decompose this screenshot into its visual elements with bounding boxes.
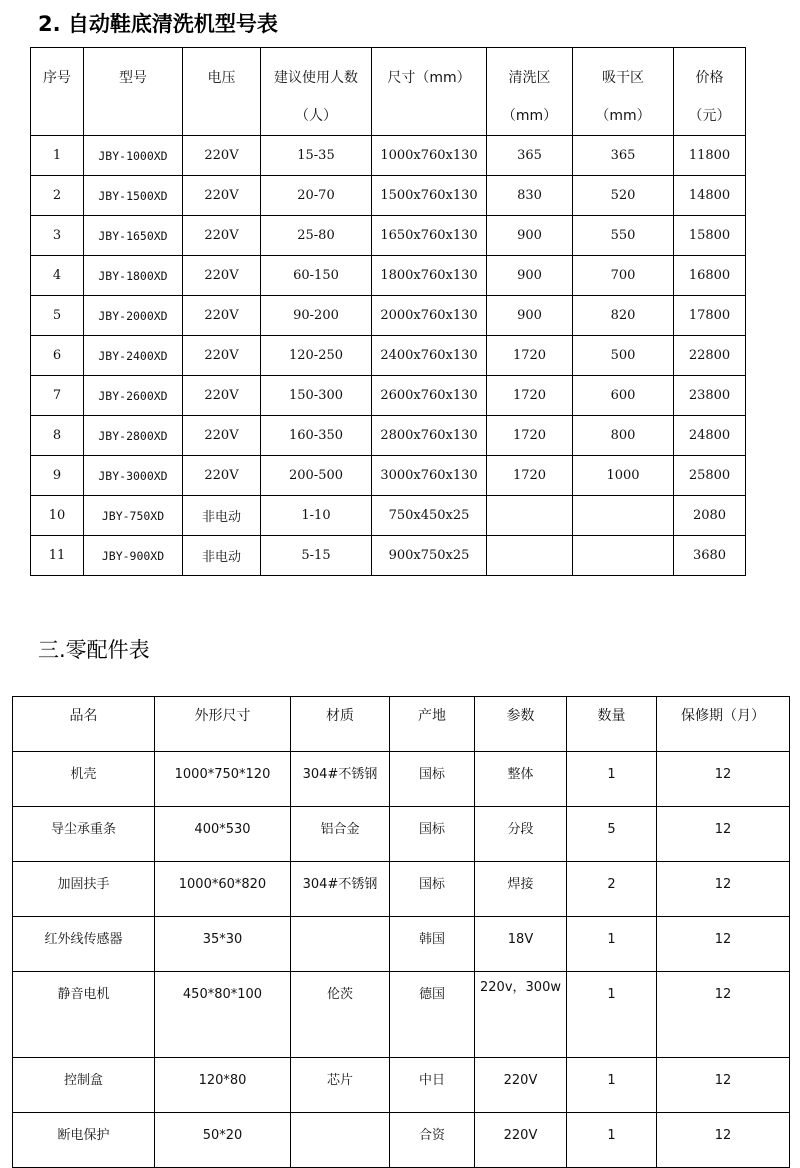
cell-price: 23800 [674, 376, 746, 416]
parts-cell-origin: 德国 [390, 972, 475, 1058]
table-row [31, 296, 746, 336]
cell-model: JBY-1800XD [84, 256, 183, 296]
cell-size: 1800x760x130 [372, 256, 487, 296]
parts-table-title: 三.零配件表 [38, 638, 150, 662]
parts-cell-quantity: 5 [567, 807, 657, 862]
table-row [31, 336, 746, 376]
cell-users: 150-300 [261, 376, 372, 416]
cell-voltage: 220V [183, 176, 261, 216]
cell-voltage: 非电动 [183, 536, 261, 576]
cell-price: 24800 [674, 416, 746, 456]
cell-wash-zone [487, 496, 573, 536]
parts-cell-warranty: 12 [657, 1058, 790, 1113]
cell-users: 20-70 [261, 176, 372, 216]
parts-cell-quantity: 1 [567, 752, 657, 807]
table-row [31, 136, 746, 176]
parts-cell-params: 18V [475, 917, 567, 972]
model-table-header-row [31, 48, 746, 136]
header-price: 价格 （元） [674, 48, 746, 136]
cell-dry-zone: 1000 [573, 456, 674, 496]
cell-users: 1-10 [261, 496, 372, 536]
parts-cell-dimensions: 1000*750*120 [155, 752, 291, 807]
parts-table [12, 696, 790, 1168]
cell-voltage: 220V [183, 256, 261, 296]
parts-table-header-row [13, 697, 790, 752]
parts-cell-warranty: 12 [657, 972, 790, 1058]
cell-size: 2600x760x130 [372, 376, 487, 416]
cell-voltage: 220V [183, 216, 261, 256]
parts-cell-material: 伦茨 [291, 972, 390, 1058]
cell-index: 8 [31, 416, 84, 456]
cell-users: 15-35 [261, 136, 372, 176]
parts-cell-dimensions: 120*80 [155, 1058, 291, 1113]
table-row [31, 216, 746, 256]
parts-cell-origin: 中日 [390, 1058, 475, 1113]
cell-price: 2080 [674, 496, 746, 536]
parts-cell-warranty: 12 [657, 862, 790, 917]
cell-model: JBY-1500XD [84, 176, 183, 216]
header-size: 尺寸（mm） [372, 48, 487, 136]
parts-cell-warranty: 12 [657, 917, 790, 972]
table-row [31, 256, 746, 296]
cell-model: JBY-3000XD [84, 456, 183, 496]
table-row [31, 456, 746, 496]
parts-header-dimensions: 外形尺寸 [155, 697, 291, 752]
header-index: 序号 [31, 48, 84, 136]
header-model: 型号 [84, 48, 183, 136]
cell-wash-zone: 900 [487, 296, 573, 336]
parts-header-origin: 产地 [390, 697, 475, 752]
cell-index: 6 [31, 336, 84, 376]
parts-cell-quantity: 1 [567, 917, 657, 972]
table-row [31, 176, 746, 216]
cell-size: 2400x760x130 [372, 336, 487, 376]
table-row [13, 807, 790, 862]
cell-price: 14800 [674, 176, 746, 216]
table-row [13, 862, 790, 917]
cell-size: 2800x760x130 [372, 416, 487, 456]
parts-cell-name: 红外线传感器 [13, 917, 155, 972]
cell-voltage: 220V [183, 336, 261, 376]
cell-users: 90-200 [261, 296, 372, 336]
parts-cell-material [291, 1113, 390, 1168]
parts-cell-params: 220V [475, 1058, 567, 1113]
header-voltage: 电压 [183, 48, 261, 136]
cell-users: 5-15 [261, 536, 372, 576]
cell-dry-zone: 500 [573, 336, 674, 376]
cell-wash-zone: 900 [487, 216, 573, 256]
parts-cell-material: 铝合金 [291, 807, 390, 862]
parts-cell-name: 静音电机 [13, 972, 155, 1058]
cell-wash-zone: 830 [487, 176, 573, 216]
cell-price: 16800 [674, 256, 746, 296]
cell-size: 900x750x25 [372, 536, 487, 576]
cell-dry-zone: 550 [573, 216, 674, 256]
cell-voltage: 非电动 [183, 496, 261, 536]
cell-dry-zone: 820 [573, 296, 674, 336]
cell-dry-zone: 800 [573, 416, 674, 456]
cell-model: JBY-2800XD [84, 416, 183, 456]
parts-cell-warranty: 12 [657, 807, 790, 862]
cell-index: 5 [31, 296, 84, 336]
cell-dry-zone [573, 496, 674, 536]
parts-header-params: 参数 [475, 697, 567, 752]
cell-model: JBY-2600XD [84, 376, 183, 416]
cell-price: 25800 [674, 456, 746, 496]
table-row [13, 972, 790, 1058]
parts-header-warranty: 保修期（月） [657, 697, 790, 752]
cell-voltage: 220V [183, 296, 261, 336]
cell-dry-zone: 365 [573, 136, 674, 176]
cell-wash-zone: 1720 [487, 416, 573, 456]
table-row [31, 376, 746, 416]
cell-dry-zone: 700 [573, 256, 674, 296]
parts-cell-dimensions: 450*80*100 [155, 972, 291, 1058]
cell-size: 1500x760x130 [372, 176, 487, 216]
parts-header-name: 品名 [13, 697, 155, 752]
parts-cell-dimensions: 1000*60*820 [155, 862, 291, 917]
parts-cell-origin: 合资 [390, 1113, 475, 1168]
cell-model: JBY-1650XD [84, 216, 183, 256]
cell-voltage: 220V [183, 416, 261, 456]
cell-index: 11 [31, 536, 84, 576]
cell-dry-zone: 520 [573, 176, 674, 216]
cell-price: 15800 [674, 216, 746, 256]
parts-cell-params: 焊接 [475, 862, 567, 917]
table-row [31, 496, 746, 536]
parts-cell-params: 分段 [475, 807, 567, 862]
parts-cell-name: 断电保护 [13, 1113, 155, 1168]
parts-cell-dimensions: 35*30 [155, 917, 291, 972]
parts-header-quantity: 数量 [567, 697, 657, 752]
cell-wash-zone: 900 [487, 256, 573, 296]
parts-cell-material [291, 917, 390, 972]
parts-cell-material: 304#不锈钢 [291, 862, 390, 917]
parts-cell-warranty: 12 [657, 1113, 790, 1168]
cell-users: 60-150 [261, 256, 372, 296]
cell-users: 200-500 [261, 456, 372, 496]
parts-cell-name: 机壳 [13, 752, 155, 807]
cell-users: 25-80 [261, 216, 372, 256]
cell-wash-zone [487, 536, 573, 576]
cell-voltage: 220V [183, 136, 261, 176]
header-wash-zone: 清洗区 （mm） [487, 48, 573, 136]
cell-users: 120-250 [261, 336, 372, 376]
parts-cell-material: 304#不锈钢 [291, 752, 390, 807]
table-row [31, 416, 746, 456]
parts-cell-origin: 国标 [390, 807, 475, 862]
cell-size: 750x450x25 [372, 496, 487, 536]
cell-model: JBY-2400XD [84, 336, 183, 376]
cell-voltage: 220V [183, 456, 261, 496]
cell-size: 2000x760x130 [372, 296, 487, 336]
cell-users: 160-350 [261, 416, 372, 456]
parts-cell-origin: 国标 [390, 862, 475, 917]
cell-wash-zone: 1720 [487, 376, 573, 416]
cell-model: JBY-2000XD [84, 296, 183, 336]
cell-wash-zone: 1720 [487, 336, 573, 376]
parts-cell-dimensions: 400*530 [155, 807, 291, 862]
cell-index: 7 [31, 376, 84, 416]
header-users: 建议使用人数 （人） [261, 48, 372, 136]
model-table-title: 2. 自动鞋底清洗机型号表 [38, 12, 278, 36]
header-dry-zone: 吸干区 （mm） [573, 48, 674, 136]
cell-size: 1000x760x130 [372, 136, 487, 176]
cell-model: JBY-900XD [84, 536, 183, 576]
parts-cell-params: 220V [475, 1113, 567, 1168]
table-row [13, 917, 790, 972]
cell-index: 9 [31, 456, 84, 496]
cell-price: 22800 [674, 336, 746, 376]
cell-size: 1650x760x130 [372, 216, 487, 256]
table-row [13, 1058, 790, 1113]
cell-index: 4 [31, 256, 84, 296]
parts-cell-quantity: 1 [567, 1058, 657, 1113]
cell-model: JBY-750XD [84, 496, 183, 536]
cell-index: 10 [31, 496, 84, 536]
cell-index: 2 [31, 176, 84, 216]
model-table [30, 47, 746, 576]
parts-cell-params: 220v，300w [475, 972, 567, 1058]
cell-wash-zone: 365 [487, 136, 573, 176]
cell-dry-zone: 600 [573, 376, 674, 416]
parts-cell-material: 芯片 [291, 1058, 390, 1113]
cell-dry-zone [573, 536, 674, 576]
cell-price: 11800 [674, 136, 746, 176]
parts-cell-name: 导尘承重条 [13, 807, 155, 862]
parts-cell-quantity: 2 [567, 862, 657, 917]
table-row [13, 1113, 790, 1168]
cell-price: 17800 [674, 296, 746, 336]
parts-cell-quantity: 1 [567, 972, 657, 1058]
cell-wash-zone: 1720 [487, 456, 573, 496]
parts-header-material: 材质 [291, 697, 390, 752]
parts-cell-dimensions: 50*20 [155, 1113, 291, 1168]
parts-cell-warranty: 12 [657, 752, 790, 807]
parts-cell-origin: 韩国 [390, 917, 475, 972]
cell-voltage: 220V [183, 376, 261, 416]
table-row [13, 752, 790, 807]
parts-cell-origin: 国标 [390, 752, 475, 807]
cell-index: 1 [31, 136, 84, 176]
table-row [31, 536, 746, 576]
parts-cell-name: 加固扶手 [13, 862, 155, 917]
cell-model: JBY-1000XD [84, 136, 183, 176]
cell-price: 3680 [674, 536, 746, 576]
cell-size: 3000x760x130 [372, 456, 487, 496]
parts-cell-name: 控制盒 [13, 1058, 155, 1113]
parts-cell-quantity: 1 [567, 1113, 657, 1168]
cell-index: 3 [31, 216, 84, 256]
parts-cell-params: 整体 [475, 752, 567, 807]
